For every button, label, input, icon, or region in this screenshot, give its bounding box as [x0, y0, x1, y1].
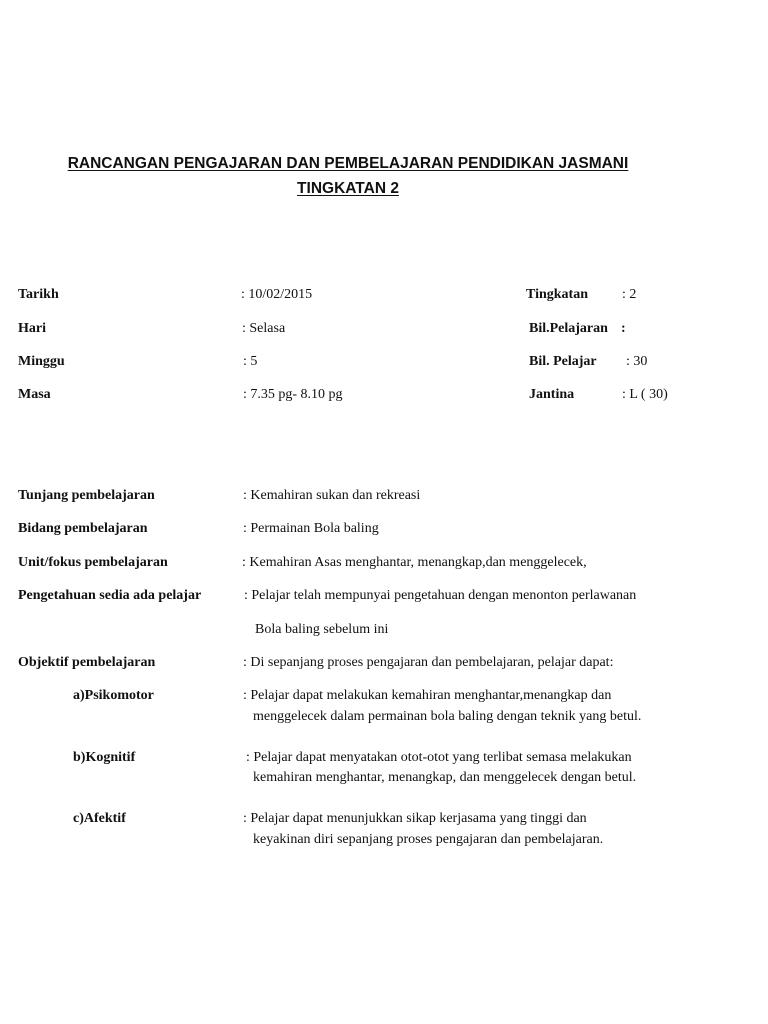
bil-pelajaran-value: :	[621, 321, 626, 336]
tunjang-value: : Kemahiran sukan dan rekreasi	[243, 488, 421, 503]
bil-pelajaran-label: Bil.Pelajaran	[529, 321, 608, 336]
objective-label-afektif: c)Afektif	[73, 811, 126, 826]
objective-psikomotor-line2: menggelecek dalam permainan bola baling dengan teknik yang betul.	[253, 709, 642, 724]
tingkatan-label: Tingkatan	[526, 287, 588, 302]
bidang-label: Bidang pembelajaran	[18, 521, 148, 536]
objective-afektif-line2: keyakinan diri sepanjang proses pengajaran dan pembelajaran.	[253, 832, 604, 847]
objective-label-psikomotor: a)Psikomotor	[73, 688, 154, 703]
bil-pelajar-value: : 30	[626, 354, 648, 369]
jantina-value: : L ( 30)	[622, 387, 668, 402]
tunjang-label: Tunjang pembelajaran	[18, 488, 155, 503]
unit-label: Unit/fokus pembelajaran	[18, 555, 168, 570]
hari-label: Hari	[18, 321, 46, 336]
bidang-value: : Permainan Bola baling	[243, 521, 379, 536]
objective-psikomotor-line1: : Pelajar dapat melakukan kemahiran menghantar,menangkap dan	[243, 688, 612, 703]
masa-label: Masa	[18, 387, 51, 402]
objective-kognitif-line1: : Pelajar dapat menyatakan otot-otot yang terlibat semasa melakukan	[246, 750, 632, 765]
pengetahuan-value-line2: Bola baling sebelum ini	[255, 622, 389, 637]
tarikh-label: Tarikh	[18, 287, 59, 302]
document-title-line2: TINGKATAN 2	[297, 180, 399, 197]
jantina-label: Jantina	[529, 387, 575, 402]
minggu-label: Minggu	[18, 354, 65, 369]
hari-value: : Selasa	[242, 321, 286, 336]
objektif-label: Objektif pembelajaran	[18, 655, 156, 670]
tingkatan-value: : 2	[622, 287, 637, 302]
objective-label-kognitif: b)Kognitif	[73, 750, 136, 765]
objective-afektif-line1: : Pelajar dapat menunjukkan sikap kerjasama yang tinggi dan	[243, 811, 587, 826]
document-title-line1: RANCANGAN PENGAJARAN DAN PEMBELAJARAN PENDIDIKAN JASMANI	[67, 155, 629, 172]
minggu-value: : 5	[243, 354, 258, 369]
bil-pelajar-label: Bil. Pelajar	[529, 354, 597, 369]
unit-value: : Kemahiran Asas menghantar, menangkap,dan menggelecek,	[242, 555, 587, 570]
tarikh-value: : 10/02/2015	[241, 287, 313, 302]
objektif-value: : Di sepanjang proses pengajaran dan pembelajaran, pelajar dapat:	[243, 655, 614, 670]
masa-value: : 7.35 pg- 8.10 pg	[243, 387, 343, 402]
pengetahuan-label: Pengetahuan sedia ada pelajar	[18, 588, 202, 603]
pengetahuan-value-line1: : Pelajar telah mempunyai pengetahuan dengan menonton perlawanan	[244, 588, 637, 603]
objective-kognitif-line2: kemahiran menghantar, menangkap, dan menggelecek dengan betul.	[253, 770, 637, 785]
